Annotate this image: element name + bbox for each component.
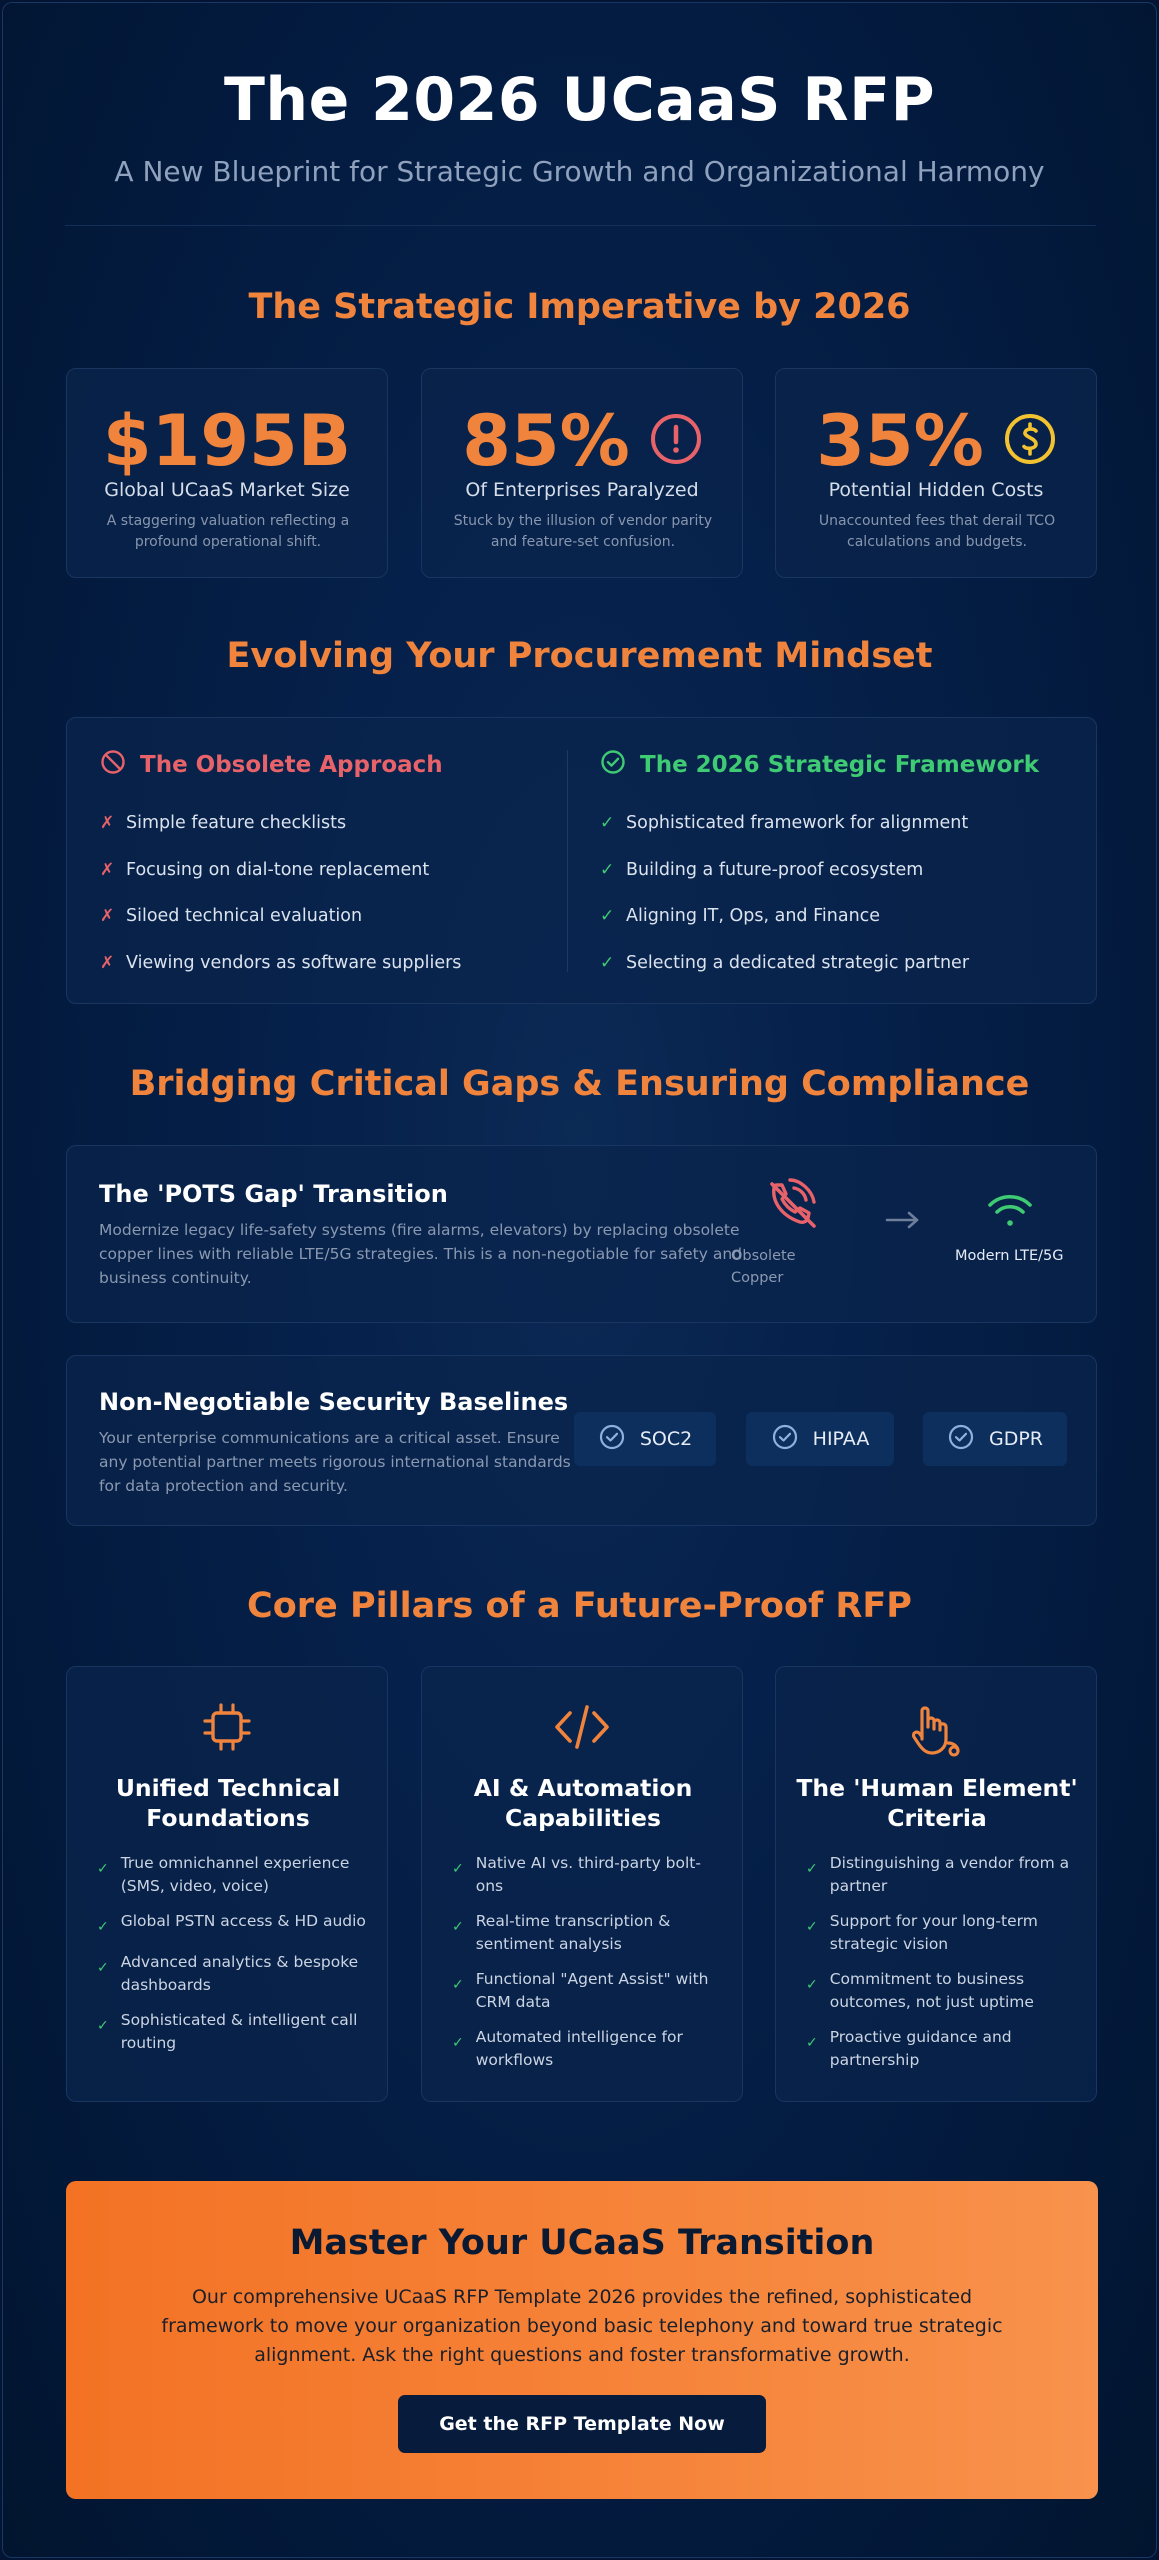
list-item: ✓ Real-time transcription & sentiment analysis	[452, 1910, 722, 1956]
list-item: ✓ Sophisticated framework for alignment	[600, 813, 969, 834]
stat-value: $195B	[102, 400, 352, 482]
mindset-comparison-card	[66, 717, 1097, 1004]
wifi-signal-icon	[987, 1190, 1033, 1234]
x-mark-icon: ✗	[100, 906, 115, 927]
stat-value: 85%	[462, 400, 630, 482]
list-item: ✓ Global PSTN access & HD audio	[97, 1910, 367, 1939]
compliance-badge-gdpr: GDPR	[923, 1412, 1067, 1466]
list-item: ✓ Distinguishing a vendor from a partner	[806, 1852, 1076, 1898]
check-icon: ✓	[97, 2018, 109, 2034]
check-icon: ✓	[600, 813, 615, 834]
list-item: ✓ Aligning IT, Ops, and Finance	[600, 906, 881, 927]
check-icon: ✓	[600, 859, 615, 880]
phone-off-icon	[760, 1172, 824, 1240]
check-icon: ✓	[97, 1960, 109, 1976]
list-item: ✓ Automated intelligence for workflows	[452, 2026, 722, 2072]
check-circle-icon	[771, 1423, 799, 1456]
check-circle-icon	[947, 1423, 975, 1456]
section-heading-mindset: Evolving Your Procurement Mindset	[226, 636, 933, 676]
header-divider	[65, 225, 1096, 226]
page-title: The 2026 UCaaS RFP	[223, 65, 936, 135]
list-item: ✓ Sophisticated & intelligent call routing	[97, 2009, 367, 2055]
obsolete-approach-title: The Obsolete Approach	[140, 752, 443, 778]
pillar-title: AI & Automation Capabilities	[473, 1774, 693, 1832]
pots-gap-description: Modernize legacy life-safety systems (fire alarms, elevators) by replacing obsolete copper lines with reliable LTE/5G strategies. This is a non-negotiable for safety and business continuity.	[99, 1221, 743, 1287]
obsolete-copper-label: Obsolete Copper	[731, 1248, 796, 1286]
check-icon: ✓	[806, 1919, 818, 1935]
get-rfp-template-button[interactable]: Get the RFP Template Now	[398, 2395, 766, 2453]
check-icon: ✓	[97, 1919, 109, 1935]
check-icon: ✓	[806, 1861, 818, 1877]
obsolete-approach-column	[100, 748, 461, 986]
pillar-title: The 'Human Element' Criteria	[796, 1774, 1078, 1832]
cta-description: Our comprehensive UCaaS RFP Template 2026 provides the refined, sophisticated framework to move your organization beyond basic telephony and toward true strategic alignment. Ask the right questions and foster transformative growth.	[161, 2286, 1003, 2366]
stat-description: A staggering valuation reflecting a profound operational shift.	[106, 513, 350, 550]
ban-icon	[100, 749, 126, 781]
check-circle-icon	[600, 749, 626, 781]
list-item: ✓ Functional "Agent Assist" with CRM data	[452, 1968, 722, 2014]
page-subtitle: A New Blueprint for Strategic Growth and Organizational Harmony	[114, 155, 1045, 188]
cta-banner	[66, 2181, 1098, 2499]
compliance-badge-soc2: SOC2	[574, 1412, 716, 1466]
stat-card-market-size	[66, 368, 388, 578]
x-mark-icon: ✗	[100, 813, 115, 834]
stat-label: Global UCaaS Market Size	[104, 479, 350, 501]
list-item: ✓ Advanced analytics & bespoke dashboards	[97, 1951, 367, 1997]
stat-label: Of Enterprises Paralyzed	[465, 479, 699, 501]
alert-circle-icon	[650, 413, 702, 469]
list-item: ✗ Simple feature checklists	[100, 813, 347, 834]
pillar-card-human	[775, 1666, 1097, 2102]
x-mark-icon: ✗	[100, 952, 115, 973]
section-heading-imperative: The Strategic Imperative by 2026	[248, 287, 911, 327]
check-circle-icon	[598, 1423, 626, 1456]
check-icon: ✓	[600, 906, 615, 927]
list-item: ✓ Proactive guidance and partnership	[806, 2026, 1076, 2072]
list-item: ✓ True omnichannel experience (SMS, video, voice)	[97, 1852, 367, 1898]
check-icon: ✓	[806, 1977, 818, 1993]
dollar-circle-icon	[1004, 413, 1056, 469]
stat-description: Stuck by the illusion of vendor parity and feature-set confusion.	[453, 513, 713, 550]
pots-gap-title: The 'POTS Gap' Transition	[99, 1180, 448, 1208]
column-divider	[567, 750, 568, 972]
check-icon: ✓	[97, 1861, 109, 1877]
section-heading-gaps: Bridging Critical Gaps & Ensuring Compliance	[129, 1064, 1030, 1104]
check-icon: ✓	[806, 2035, 818, 2051]
stat-card-enterprises-paralyzed	[421, 368, 743, 578]
check-icon: ✓	[452, 1919, 464, 1935]
stat-description: Unaccounted fees that derail TCO calculations and budgets.	[818, 513, 1056, 550]
arrow-right-icon	[885, 1210, 921, 1234]
list-item: ✓ Building a future-proof ecosystem	[600, 859, 924, 880]
chip-icon	[199, 1699, 255, 1759]
list-item: ✓ Commitment to business outcomes, not just uptime	[806, 1968, 1076, 2014]
pillar-card-technical	[66, 1666, 388, 2102]
x-mark-icon: ✗	[100, 859, 115, 880]
stat-label: Potential Hidden Costs	[828, 479, 1044, 501]
compliance-badge-hipaa: HIPAA	[746, 1412, 894, 1466]
pillar-card-ai	[421, 1666, 743, 2102]
check-icon: ✓	[600, 952, 615, 973]
list-item: ✓ Support for your long-term strategic vision	[806, 1910, 1076, 1956]
section-heading-pillars: Core Pillars of a Future-Proof RFP	[247, 1586, 912, 1626]
cta-title: Master Your UCaaS Transition	[289, 2223, 875, 2263]
check-icon: ✓	[452, 1861, 464, 1877]
list-item: ✗ Focusing on dial-tone replacement	[100, 859, 430, 880]
list-item: ✗ Viewing vendors as software suppliers	[100, 952, 462, 973]
security-baselines-description: Your enterprise communications are a critical asset. Ensure any potential partner meets rigorous international standards for data protection and security.	[99, 1429, 571, 1495]
security-baselines-card	[66, 1355, 1097, 1526]
security-baselines-title: Non-Negotiable Security Baselines	[99, 1388, 569, 1416]
modern-lte-label: Modern LTE/5G	[955, 1248, 1064, 1264]
pillar-title: Unified Technical Foundations	[115, 1774, 341, 1832]
page-frame	[2, 2, 1157, 2558]
list-item: ✓ Native AI vs. third-party bolt-ons	[452, 1852, 722, 1898]
code-icon	[552, 1699, 612, 1759]
pots-gap-card	[66, 1145, 1097, 1323]
stat-value: 35%	[816, 400, 984, 482]
check-icon: ✓	[452, 1977, 464, 1993]
stat-card-hidden-costs	[775, 368, 1097, 578]
list-item: ✗ Siloed technical evaluation	[100, 906, 363, 927]
strategic-framework-title: The 2026 Strategic Framework	[640, 752, 1040, 778]
hand-pointer-icon	[908, 1699, 964, 1763]
check-icon: ✓	[452, 2035, 464, 2051]
strategic-framework-column	[600, 748, 1039, 986]
list-item: ✓ Selecting a dedicated strategic partner	[600, 952, 970, 973]
